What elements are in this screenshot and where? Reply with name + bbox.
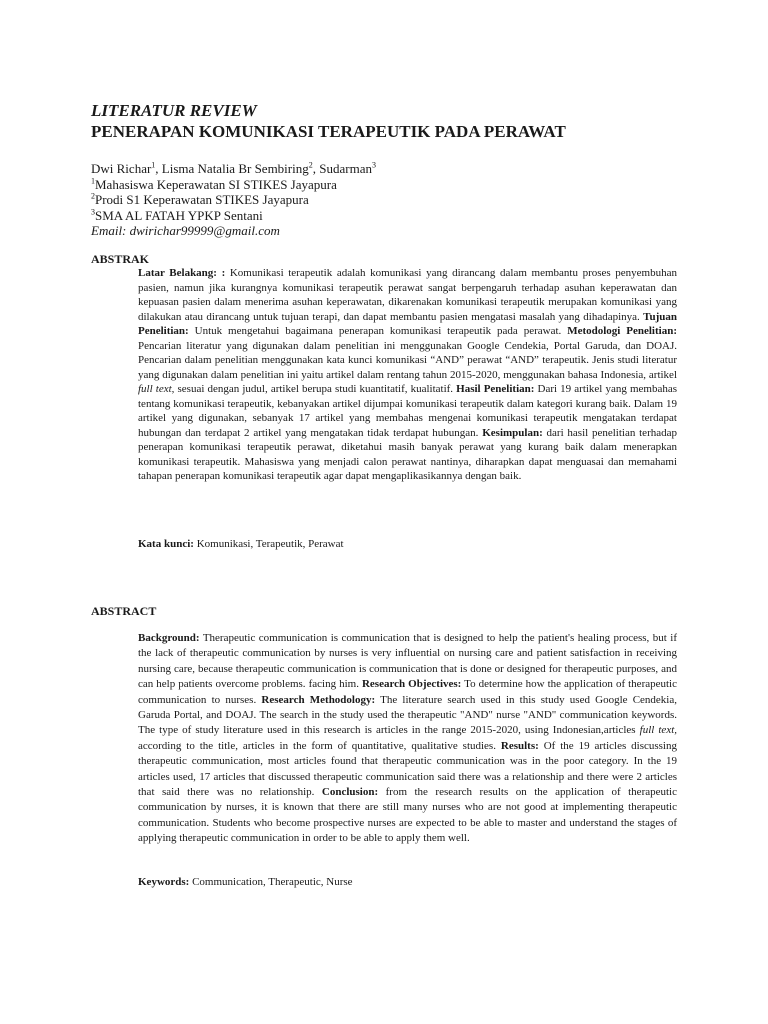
section-label: Research Objectives: [361, 678, 462, 691]
section-label: Latar Belakang: : [138, 267, 226, 279]
author-name: Lisma Natalia Br Sembiring [161, 161, 309, 176]
email-label: Email: [91, 223, 130, 238]
paper-title [91, 101, 691, 143]
section-label: Kesimpulan: [482, 426, 543, 439]
affiliation-mark: 2 [91, 191, 95, 201]
italic-term: full text, [138, 383, 175, 395]
section-text: Of the 19 articles discussing therapeutic communication, most articles found that therapeutic communication was in the poor category. In the 19 articles used, 17 articles that discussed therapeutic communication said there was a relationship and there were 2 articles that said there was no relationship. [138, 739, 677, 799]
section-text: according to the title, articles in the form of quantitative, qualitative studies. [138, 739, 501, 752]
section-label: Conclusion: [321, 786, 379, 799]
section-text: Untuk mengetahui bagaimana penerapan komunikasi terapeutik pada perawat. [188, 325, 568, 337]
section-label: Hasil Penelitian: [456, 383, 535, 395]
section-text: Therapeutic communication is communication that is designed to help the patient's healing process, but if the lack of therapeutic communication by nurses is very influential on nursing care and patient satisfaction in receiving nursing care, because therapeutic communication is communication that is done or designed for therapeutic purposes, and can help patients overcome problems. facing him. [138, 632, 677, 691]
abstract-body [138, 631, 677, 847]
section-label: Metodologi Penelitian: [567, 325, 677, 337]
affiliation-text: Mahasiswa Keperawatan SI STIKES Jayapura [95, 176, 337, 192]
section-text: Dari 19 artikel yang membahas tentang komunikasi terapeutik, kebanyakan artikel dijumpai komunikasi terapeutik dalam kategori kurang baik. Dalam 19 artikel yang digunakan, sebanyak 17 artikel yang membahas mengenai komunikasi terapeutik mengatakan terdapat hubungan dan terdapat 2 artikel yang mengatakan tidak terdapat hubungan. [138, 383, 677, 439]
email-line [91, 223, 691, 239]
section-text: To determine how the application of therapeutic communication to nurses. [138, 678, 677, 706]
affiliation [91, 177, 691, 193]
kata-kunci-line [138, 538, 344, 550]
section-label: Results: [500, 739, 539, 752]
affiliation-mark: 3 [91, 207, 95, 217]
abstrak-heading: ABSTRAK [91, 252, 150, 266]
section-text: The literature search used in this study used Google Cendekia, Garuda Portal, and DOAJ. The search in the study used the therapeutic "AND" nurse "AND" communication keywords. The type of study literature used in this research is articles in the range 2015-2020, using Indonesian,articles [138, 693, 677, 737]
section-text: sesuai dengan judul, artikel berupa studi kuantitatif, kualitatif. [174, 383, 457, 395]
section-label: Tujuan Penelitian: [138, 310, 677, 337]
author-line [91, 161, 691, 177]
author-name: Sudarman [319, 161, 372, 176]
section-text: Komunikasi terapeutik adalah komunikasi yang dirancang dalam membantu proses penyembuhan pasien, namun jika kurangnya komunikasi terapeutik perawat sangat berpengaruh terhadap asuhan keperawatan dan kepuasan pasien dalam menerima asuhan keperawatan, dikarenakan komunikasi terapeutik merupakan komunikasi yang dilakukan atau dirancang untuk tujuan terapi, dan dapat membantu pasien mengatasi masalah yang dihadapinya. [138, 267, 677, 323]
authors-block [91, 161, 691, 239]
author-separator: , [312, 161, 320, 176]
affiliation-text: Prodi S1 Keperawatan STIKES Jayapura [95, 192, 309, 207]
author-name: Dwi Richar [91, 161, 152, 176]
section-label: Background: [138, 632, 200, 644]
section-label: Research Methodology: [261, 693, 376, 706]
italic-term: full text, [639, 724, 678, 737]
affiliation-text: SMA AL FATAH YPKP Sentani [95, 207, 263, 223]
abstrak-body [138, 266, 677, 484]
keywords-label: Keywords: [138, 876, 190, 888]
affiliation [91, 208, 691, 224]
section-text: dari hasil penelitian terhadap penerapan komunikasi terapeutik perawat, diketahui masih banyak perawat yang kurang baik dalam menerapkan komunikasi terapeutik. Mahasiswa yang menjadi calon perawat nantinya, diharapkan dapat menguasai dan memahami tahapan penerapan komunikasi terapeutik agar dapat mengaplikasikannya dengan baik. [138, 426, 677, 482]
abstract-heading: ABSTRACT [91, 604, 157, 618]
affiliation [91, 192, 691, 208]
title-line-literatur-review: LITERATUR REVIEW [91, 101, 257, 120]
section-text: Pencarian literatur yang digunakan dalam penelitian ini menggunakan Google Cendekia, Portal Garuda, dan DOAJ. Pencarian dalam penelitian menggunakan kata kunci komunikasi “AND” perawat “AND” terapeutik. Jenis studi literatur yang digunakan dalam penelitian ini yaitu artikel dalam rentang tahun 2015-2020, menggunakan bahasa Indonesia, artikel [138, 339, 677, 381]
author-separator: , [155, 161, 162, 176]
keywords-line [138, 876, 353, 888]
keywords-label: Kata kunci: [138, 538, 194, 550]
section-text: from the research results on the application of therapeutic communication by nurses, it is known that there are still many nurses who are not good at implementing therapeutic communication. Students who become prospective nurses are expected to be able to master and understand the stages of applying therapeutic communication in order to be able to apply them well. [138, 786, 677, 845]
author-affil-mark: 1 [151, 160, 156, 170]
email-address[interactable]: dwirichar99999@gmail.com [129, 223, 280, 238]
affiliation-mark: 1 [91, 176, 95, 186]
keywords-text: Communication, Therapeutic, Nurse [189, 876, 353, 888]
keywords-text: Komunikasi, Terapeutik, Perawat [193, 538, 344, 550]
title-line-main: PENERAPAN KOMUNIKASI TERAPEUTIK PADA PERAWAT [91, 122, 566, 141]
author-affil-mark: 2 [308, 160, 313, 170]
author-affil-mark: 3 [371, 160, 376, 170]
